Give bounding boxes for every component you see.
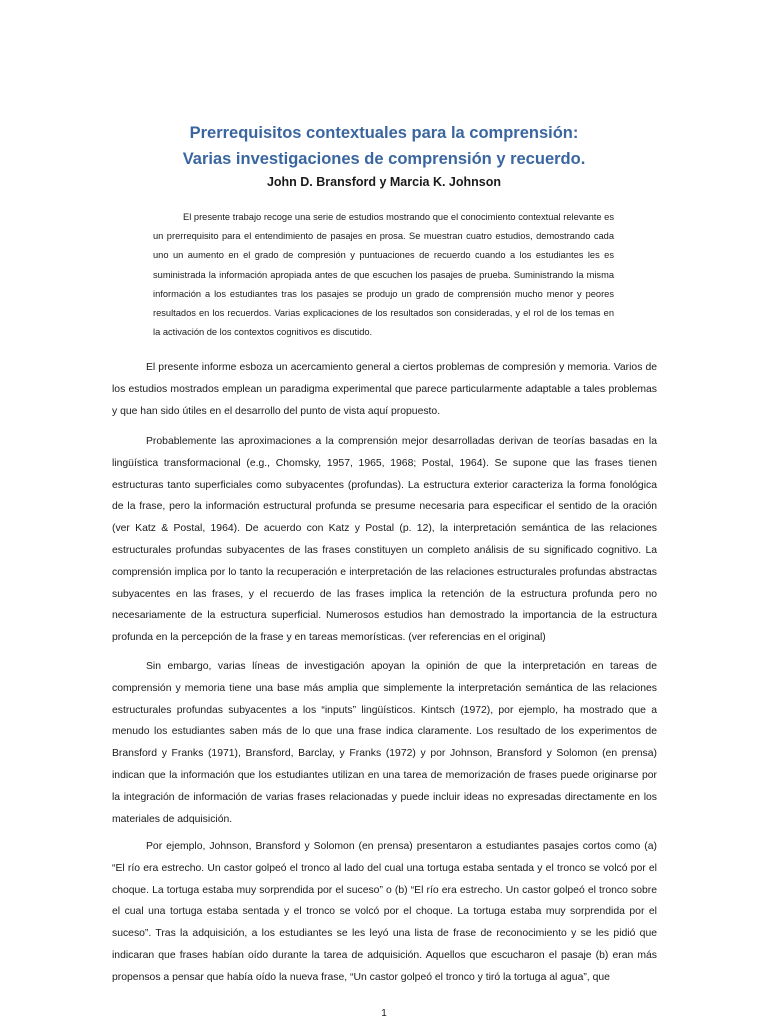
- page-number: 1: [381, 1008, 387, 1019]
- body-paragraph-2: Probablemente las aproximaciones a la comprensión mejor desarrolladas derivan de teorías basadas en la lingüística transformacional (e.g., Chomsky, 1957, 1965, 1968; Postal, 1964). Se supone que las frases tienen estructuras tanto superficiales como subyacentes (profundas). La estructura exterior caracteriza la forma fonológica de la frase, pero la información estructural profunda se presume necesaria para especificar el sentido de la oración (ver Katz & Postal, 1964). De acuerdo con Katz y Postal (p. 12), la interpretación semántica de las relaciones estructurales profundas subyacentes de las frases constituyen un completo análisis de su significado cognitivo. La comprensión implica por lo tanto la recuperación e interpretación de las relaciones estructurales profundas abstractas subyacentes en las frases, y el recuerdo de las frases implica la retención de la estructura profunda pero no necesariamente de la estructura superficial. Numerosos estudios han demostrado la importancia de la estructura profunda en la percepción de la frase y en tareas memorísticas. (ver referencias en el original): [112, 436, 657, 644]
- body-paragraph-4: Por ejemplo, Johnson, Bransford y Solomon (en prensa) presentaron a estudiantes pasajes cortos como (a) “El río era estrecho. Un castor golpeó el tronco al lado del cual una tortuga estaba sentada y el tronco se volcó por el choque. La tortuga estaba muy sorprendida por el suceso” o (b) “El río era estrecho. Un castor golpeó el tronco sobre el cual una tortuga estaba sentada y el tronco se volcó por el choque. La tortuga estaba muy sorprendida por el suceso”. Tras la adquisición, a los estudiantes se les leyó una lista de frase de reconocimiento y se les pidió que indicaran que frases habían oído durante la tarea de adquisición. Aquellos que escucharon el pasaje (b) eran más propensos a pensar que había oído la nueva frase, “Un castor golpeó el tronco y tiró la tortuga al agua”, que: [112, 841, 657, 983]
- authors: John D. Bransford y Marcia K. Johnson: [266, 175, 502, 189]
- title-line-2: Varias investigaciones de comprensión y recuerdo.: [182, 150, 586, 168]
- title-line-1: Prerrequisitos contextuales para la comprensión:: [189, 124, 579, 142]
- abstract: El presente trabajo recoge una serie de estudios mostrando que el conocimiento contextual relevante es un prerrequisito para el entendimiento de pasajes en prosa. Se muestran cuatro estudios, demostrando cada uno un aumento en el grado de compresión y puntuaciones de recuerdo cuando a los estudiantes les es suministrada la información apropiada antes de que escuchen los pasajes de prueba. Suministrando la misma información a los estudiantes tras los pasajes se produjo un grado de comprensión mucho menor y peores resultados en los recuerdos. Varias explicaciones de los resultados son consideradas, y el rol de los temas en la activación de los contextos cognitivos es discutido.: [153, 212, 614, 338]
- body-paragraph-3: Sin embargo, varias líneas de investigación apoyan la opinión de que la interpretación en tareas de comprensión y memoria tiene una base más amplia que simplemente la interpretación semántica de las relaciones estructurales profundas subyacentes a los “inputs” lingüísticos. Kintsch (1972), por ejemplo, ha mostrado que a menudo los estudiantes saben más de lo que una frase indica claramente. Los resultado de los experimentos de Bransford y Franks (1971), Bransford, Barclay, y Franks (1972) y por Johnson, Bransford y Solomon (en prensa) indican que la información que los estudiantes utilizan en una tarea de memorización de frases puede originarse por la integración de información de varias frases relacionadas y puede incluir ideas no expresadas directamente en los materiales de adquisición.: [112, 661, 657, 825]
- body-paragraph-1: El presente informe esboza un acercamiento general a ciertos problemas de compresión y memoria. Varios de los estudios mostrados emplean un paradigma experimental que parece particularmente adaptable a tales problemas y que han sido útiles en el desarrollo del punto de vista aquí propuesto.: [112, 362, 657, 417]
